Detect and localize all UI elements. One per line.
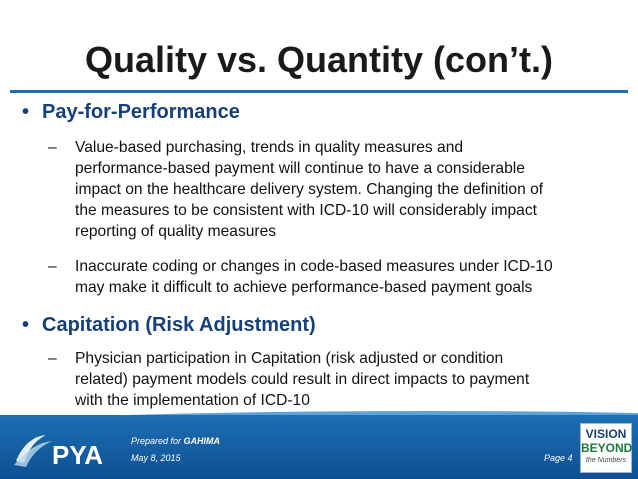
bullet-label: Capitation (Risk Adjustment) [42,314,316,336]
subitem-line: reporting of quality measures [75,223,277,240]
subitem-line: Physician participation in Capitation (risk adjusted or condition [75,350,504,367]
bullet-marker: • [22,101,30,123]
subitem-marker: – [48,139,57,156]
subitem-line: with the implementation of ICD-10 [75,392,310,409]
subitem-line: impact on the healthcare delivery system. Changing the definition of [75,181,544,198]
vision-beyond-logo [580,423,632,473]
prepared-for-org: GAHIMA [183,436,221,446]
pya-logo-text: PYA [52,440,104,470]
subitem-line: the measures to be consistent with ICD-10 will considerably impact [75,202,537,219]
prepared-for: Prepared for GAHIMA [131,436,221,446]
subitem-marker: – [48,350,57,367]
subitem-marker: – [48,258,57,275]
title-divider [10,90,628,93]
bullet-marker: • [22,314,30,336]
pya-logo [12,431,112,471]
vision-logo-line2: BEYOND [581,441,633,455]
subitem-line: Value-based purchasing, trends in quality measures and [75,139,464,156]
footer-date: May 8, 2015 [131,453,181,463]
page-number: Page 4 [544,453,573,463]
subitem-line: may make it difficult to achieve performance-based payment goals [75,279,533,296]
vision-logo-line1: VISION [585,427,627,441]
footer-band [0,415,638,479]
subitem-line: Inaccurate coding or changes in code-based measures under ICD-10 [75,258,553,275]
slide-title: Quality vs. Quantity (con’t.) [84,39,554,80]
subitem-line: related) payment models could result in direct impacts to payment [75,371,530,388]
subitem-line: performance-based payment will continue to have a considerable [75,160,525,177]
vision-logo-line3: the Numbers [585,457,627,464]
bullet-label: Pay-for-Performance [42,101,240,123]
